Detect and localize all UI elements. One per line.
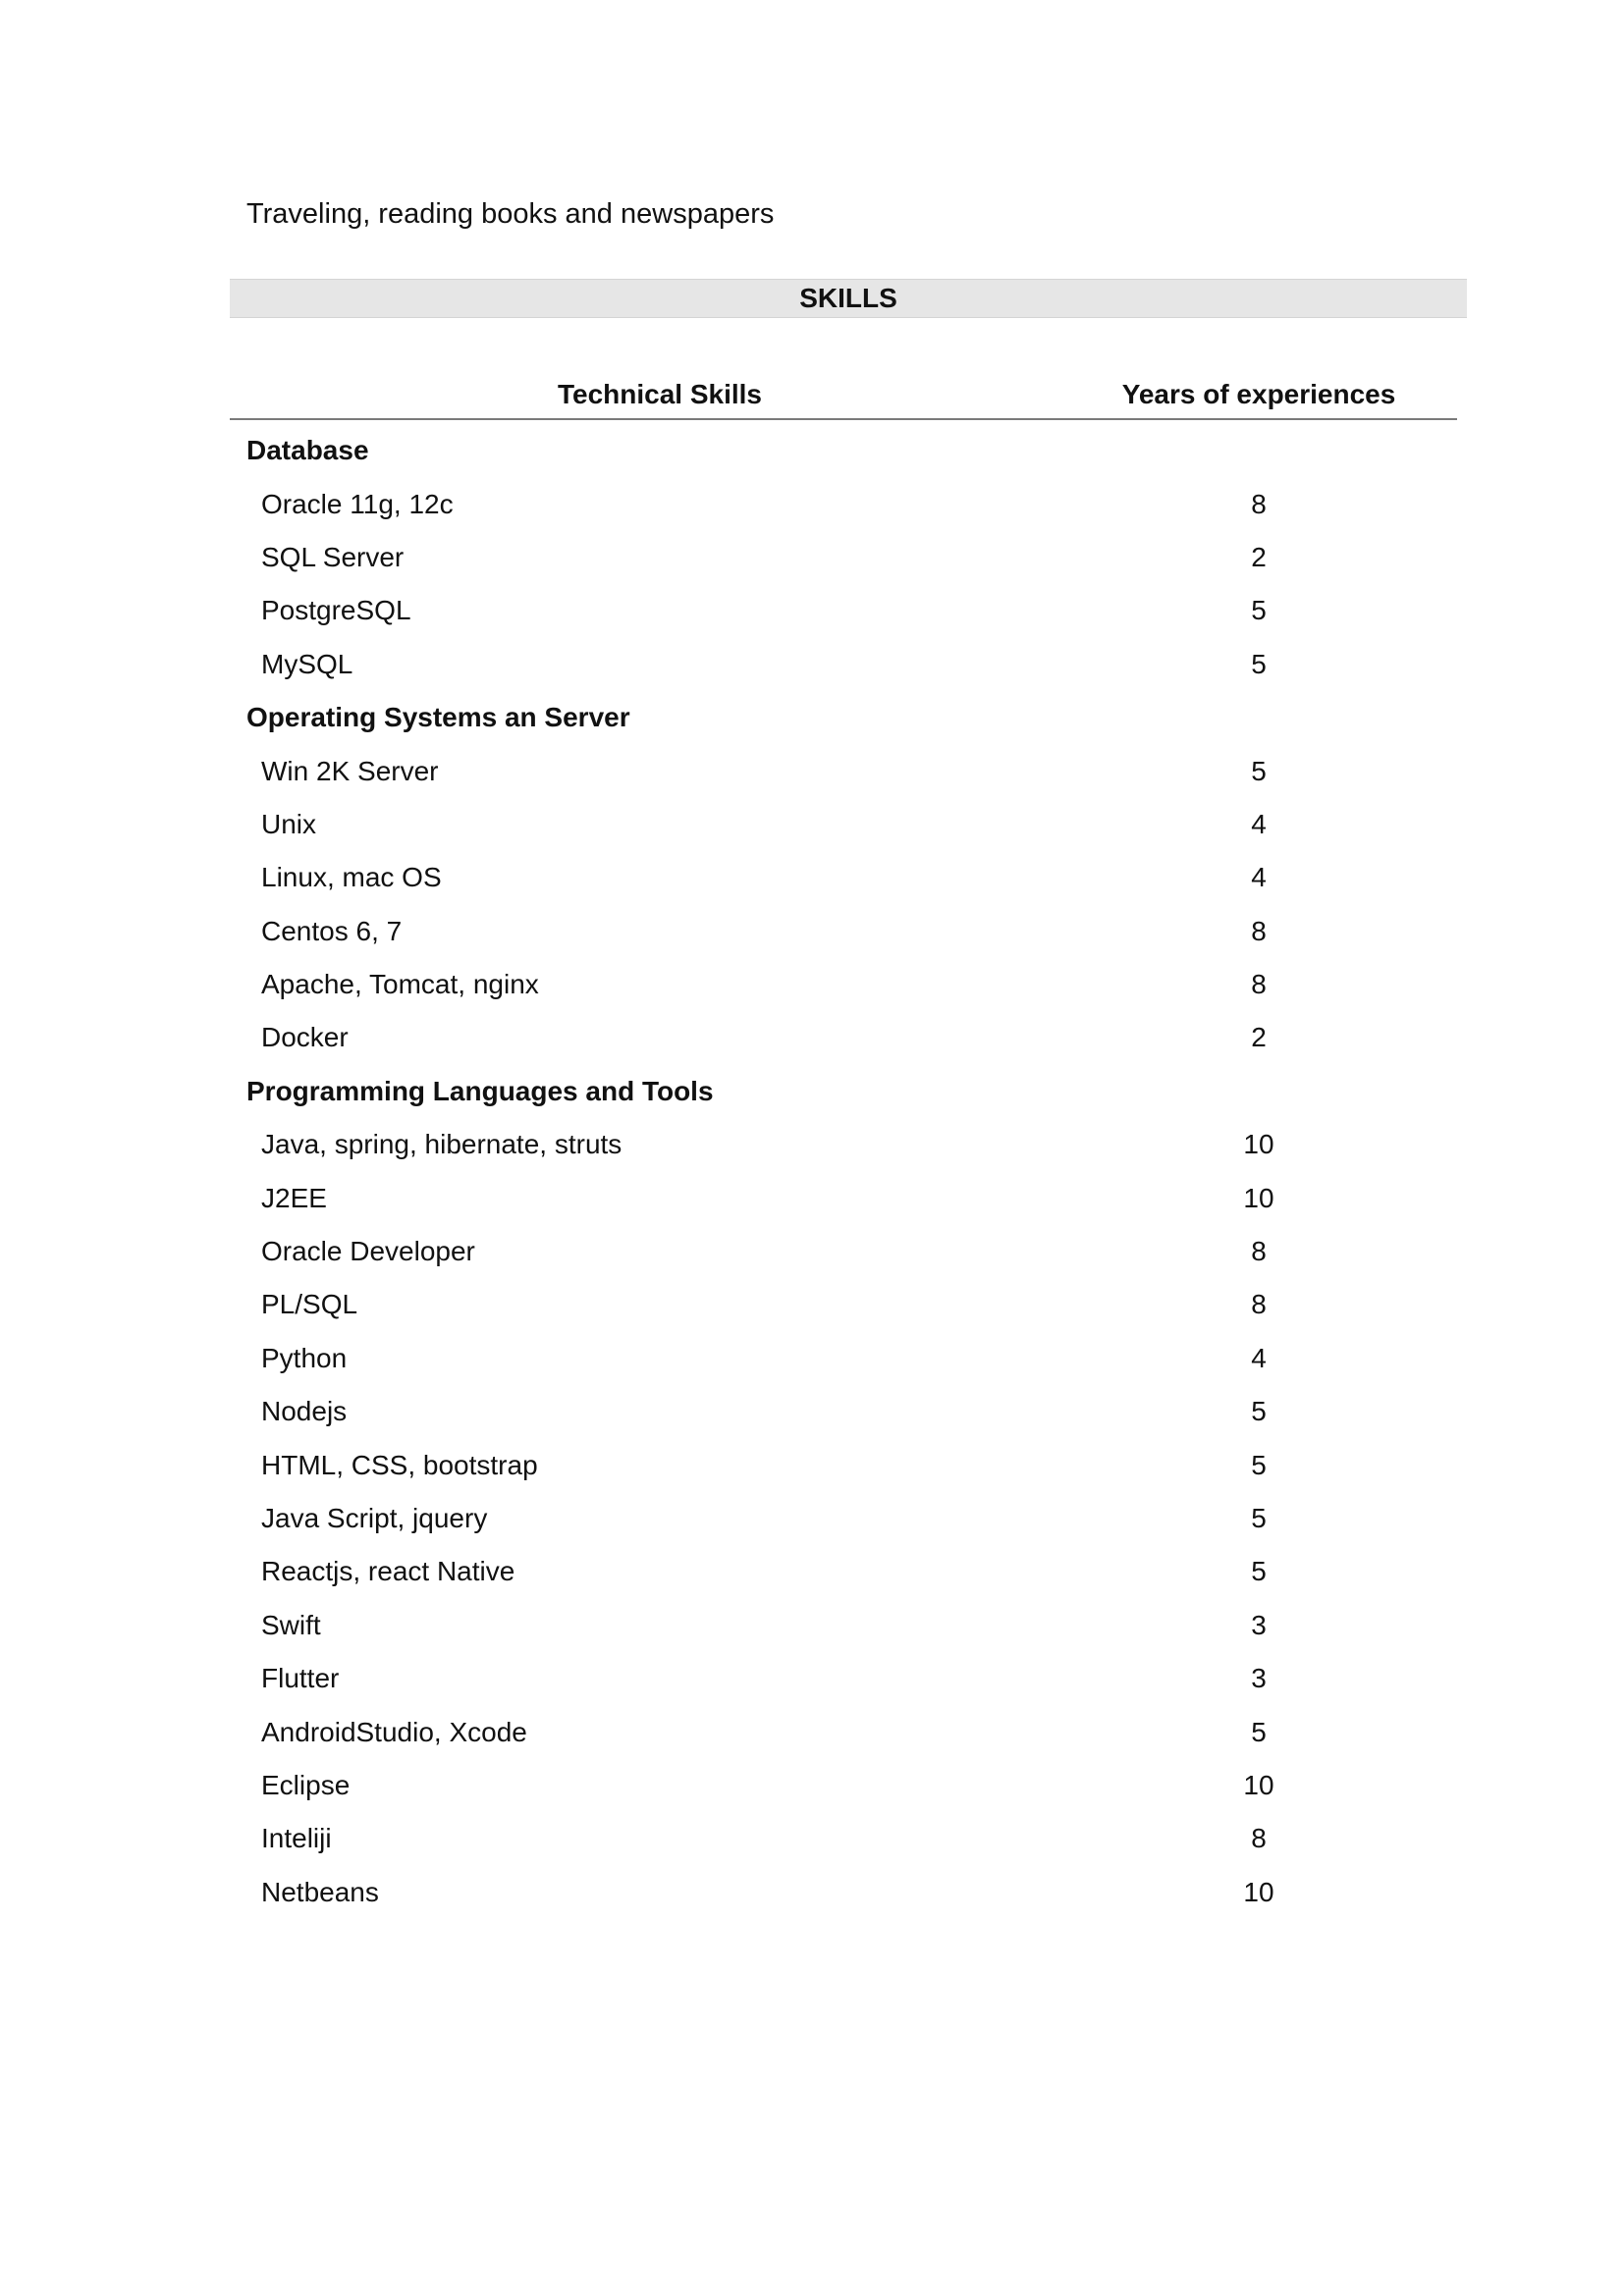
skill-years: 5 [1251, 1503, 1267, 1533]
table-row [230, 1171, 1457, 1224]
skill-years: 8 [1251, 1823, 1267, 1854]
category-programming-languages: Programming Languages and Tools [246, 1075, 714, 1106]
table-header [230, 371, 1457, 420]
table-row [230, 1225, 1457, 1278]
skill-name: Java, spring, hibernate, struts [261, 1129, 623, 1160]
table-row [230, 531, 1457, 584]
skill-name: Docker [261, 1022, 349, 1053]
table-row [230, 1705, 1457, 1758]
table-row [230, 958, 1457, 1011]
skill-years: 10 [1243, 1876, 1274, 1907]
skill-name: Inteliji [261, 1823, 332, 1854]
skill-years: 5 [1251, 755, 1267, 786]
skill-name: Oracle 11g, 12c [261, 488, 454, 519]
skill-years: 8 [1251, 1289, 1267, 1320]
skill-name: Nodejs [261, 1396, 348, 1427]
skill-name: Linux, mac OS [261, 862, 442, 893]
header-technical-skills: Technical Skills [557, 379, 763, 409]
skill-name: SQL Server [261, 541, 405, 572]
skill-name: Unix [261, 808, 317, 839]
skill-name: PostgreSQL [261, 595, 411, 626]
skill-name: PL/SQL [261, 1289, 358, 1320]
skill-years: 3 [1251, 1609, 1267, 1640]
table-row [230, 1278, 1457, 1331]
skill-name: Swift [261, 1609, 321, 1640]
table-row [230, 744, 1457, 797]
table-row [230, 1545, 1457, 1598]
table-row [230, 1332, 1457, 1385]
table-row [230, 1011, 1457, 1064]
table-row [230, 1652, 1457, 1705]
skill-name: Java Script, jquery [261, 1503, 488, 1533]
table-row [230, 1866, 1457, 1919]
skill-years: 4 [1251, 1342, 1267, 1373]
table-row [230, 1759, 1457, 1812]
skills-table [230, 371, 1457, 1919]
skill-years: 2 [1251, 541, 1267, 572]
skill-years: 5 [1251, 648, 1267, 679]
header-years-of-experience: Years of experiences [1121, 379, 1396, 409]
table-row [230, 1599, 1457, 1652]
skill-years: 8 [1251, 969, 1267, 1000]
table-row [230, 905, 1457, 958]
table-row [230, 1385, 1457, 1438]
skill-name: AndroidStudio, Xcode [261, 1716, 527, 1747]
table-row [230, 1812, 1457, 1865]
skill-years: 8 [1251, 488, 1267, 519]
skill-name: J2EE [261, 1182, 327, 1213]
skill-years: 8 [1251, 915, 1267, 946]
skills-section-header [230, 279, 1467, 318]
skill-years: 3 [1251, 1663, 1267, 1694]
table-body [230, 420, 1457, 1919]
skill-years: 5 [1251, 1449, 1267, 1480]
skill-name: Oracle Developer [261, 1236, 475, 1267]
skill-name: Flutter [261, 1663, 340, 1694]
skill-years: 5 [1251, 595, 1267, 626]
category-operating-systems: Operating Systems an Server [246, 701, 630, 732]
skill-name: Eclipse [261, 1769, 351, 1800]
table-row [230, 851, 1457, 904]
table-row [230, 1492, 1457, 1545]
skill-years: 4 [1251, 862, 1267, 893]
table-row [230, 798, 1457, 851]
skill-years: 4 [1251, 808, 1267, 839]
skill-name: Reactjs, react Native [261, 1556, 515, 1587]
hobbies-text: Traveling, reading books and newspapers [246, 198, 775, 230]
skill-years: 10 [1243, 1129, 1274, 1160]
skill-name: Centos 6, 7 [261, 915, 403, 946]
table-row [230, 584, 1457, 637]
table-row [230, 1438, 1457, 1491]
skill-name: Win 2K Server [261, 755, 439, 786]
skill-name: HTML, CSS, bootstrap [261, 1449, 538, 1480]
skill-years: 5 [1251, 1556, 1267, 1587]
skill-name: MySQL [261, 648, 353, 679]
skill-years: 10 [1243, 1182, 1274, 1213]
skill-name: Python [261, 1342, 348, 1373]
table-row [230, 638, 1457, 691]
table-row [230, 477, 1457, 530]
skill-years: 5 [1251, 1396, 1267, 1427]
skill-years: 10 [1243, 1769, 1274, 1800]
skill-name: Netbeans [261, 1876, 379, 1907]
table-row [230, 1118, 1457, 1171]
section-title: SKILLS [799, 283, 897, 313]
skill-years: 8 [1251, 1236, 1267, 1267]
skill-years: 5 [1251, 1716, 1267, 1747]
skill-years: 2 [1251, 1022, 1267, 1053]
category-database: Database [246, 435, 369, 465]
skill-name: Apache, Tomcat, nginx [261, 969, 539, 1000]
